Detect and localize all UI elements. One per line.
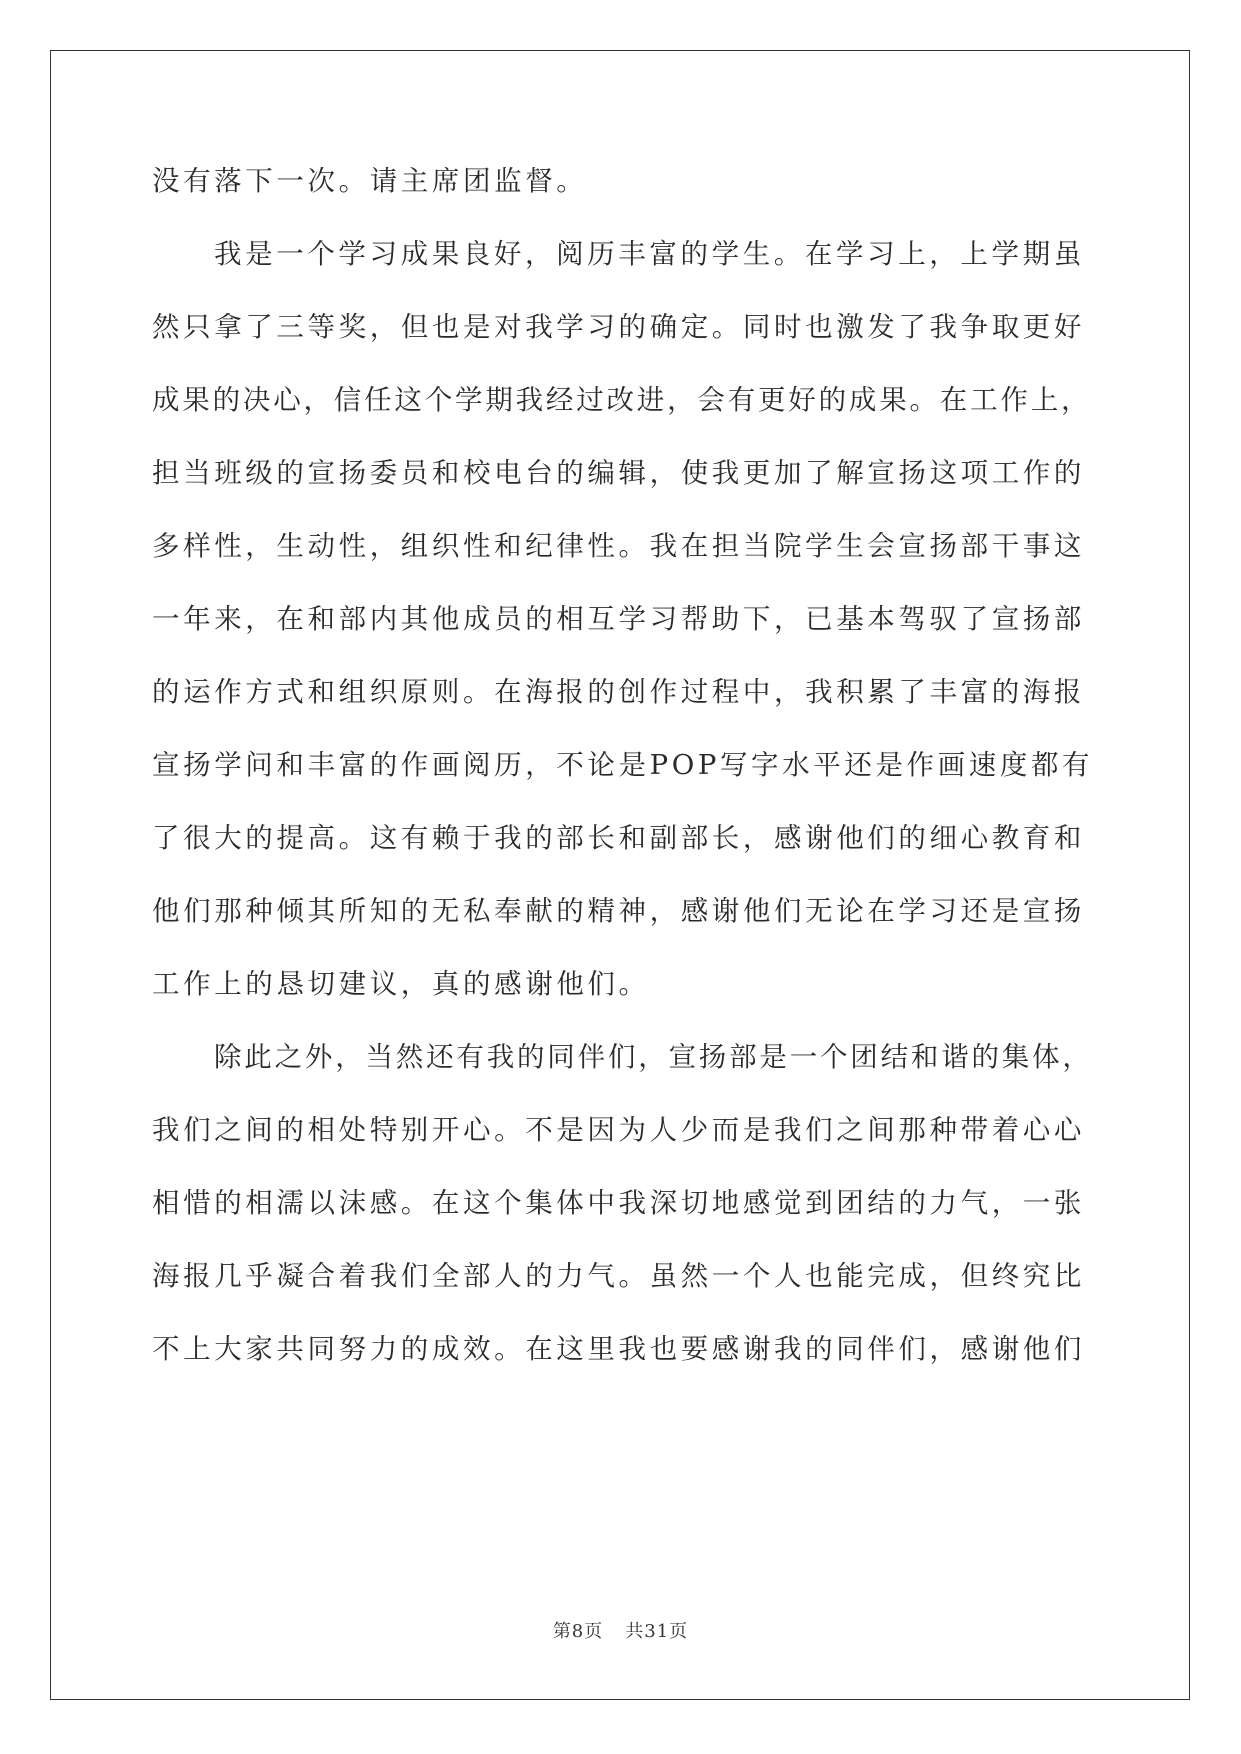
text-line: 除此之外，当然还有我的同伴们，宣扬部是一个团结和谐的集体， bbox=[214, 1041, 1093, 1073]
text-line: 多样性，生动性，组织性和纪律性。我在担当院学生会宣扬部干事这 bbox=[152, 530, 1085, 562]
text-line: 没有落下一次。请主席团监督。 bbox=[152, 165, 588, 197]
text-line: 不上大家共同努力的成效。在这里我也要感谢我的同伴们，感谢他们 bbox=[152, 1333, 1085, 1365]
text-line: 他们那种倾其所知的无私奉献的精神，感谢他们无论在学习还是宣扬 bbox=[152, 895, 1085, 927]
text-line: 成果的决心，信任这个学期我经过改进，会有更好的成果。在工作上， bbox=[152, 384, 1092, 416]
page-footer bbox=[0, 1617, 1241, 1643]
text-line: 相惜的相濡以沫感。在这个集体中我深切地感觉到团结的力气，一张 bbox=[152, 1187, 1085, 1219]
text-line: 然只拿了三等奖，但也是对我学习的确定。同时也激发了我争取更好 bbox=[152, 311, 1085, 343]
text-line: 工作上的恳切建议，真的感谢他们。 bbox=[152, 968, 650, 1000]
page-frame bbox=[50, 50, 1190, 1700]
text-line: 一年来，在和部内其他成员的相互学习帮助下，已基本驾驭了宣扬部 bbox=[152, 603, 1085, 635]
text-line: 我们之间的相处特别开心。不是因为人少而是我们之间那种带着心心 bbox=[152, 1114, 1085, 1146]
text-line: 担当班级的宣扬委员和校电台的编辑，使我更加了解宣扬这项工作的 bbox=[152, 457, 1085, 489]
page-total: 共31页 bbox=[625, 1621, 689, 1642]
text-line: 了很大的提高。这有赖于我的部长和副部长，感谢他们的细心教育和 bbox=[152, 822, 1085, 854]
page-number: 第8页 bbox=[552, 1621, 604, 1642]
text-line: 宣扬学问和丰富的作画阅历，不论是POP写字水平还是作画速度都有 bbox=[152, 749, 1094, 781]
text-line: 我是一个学习成果良好，阅历丰富的学生。在学习上，上学期虽 bbox=[214, 238, 1085, 270]
text-line: 的运作方式和组织原则。在海报的创作过程中，我积累了丰富的海报 bbox=[152, 676, 1085, 708]
text-line: 海报几乎凝合着我们全部人的力气。虽然一个人也能完成，但终究比 bbox=[152, 1260, 1085, 1292]
